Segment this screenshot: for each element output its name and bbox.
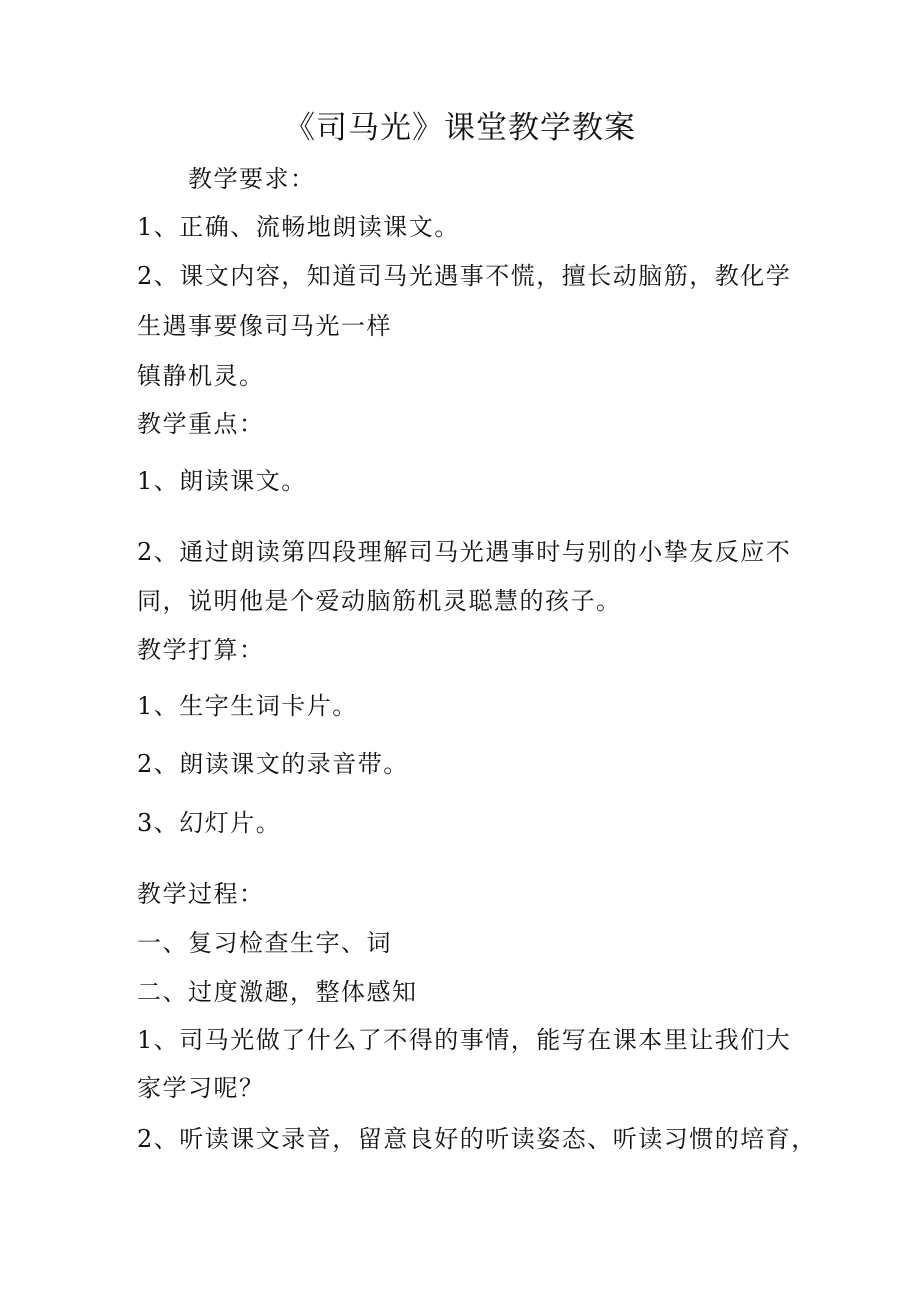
text-line: 3、幻灯片。 — [137, 809, 282, 837]
text-line: 同，说明他是个爱动脑筋机灵聪慧的孩子。 — [137, 587, 622, 615]
text-line: 1、司马光做了什么了不得的事情，能写在课本里让我们大 — [137, 1026, 792, 1054]
section-heading-preparation: 教学打算： — [137, 636, 265, 664]
text-line: 镇静机灵。 — [137, 362, 265, 390]
text-line: 1、正确、流畅地朗读课文。 — [137, 213, 460, 241]
text-line: 家学习呢？ — [137, 1074, 265, 1102]
text-line: 二、过度激趣，整体感知 — [137, 978, 418, 1006]
text-line: 2、听读课文录音，留意良好的听读姿态、听读习惯的培育， — [137, 1125, 817, 1153]
text-line: 2、课文内容，知道司马光遇事不慌，擅长动脑筋，教化学 — [137, 262, 792, 290]
document-title: 《司马光》课堂教学教案 — [284, 110, 636, 146]
text-line: 一、复习检查生字、词 — [137, 929, 392, 957]
text-line: 1、生字生词卡片。 — [137, 692, 358, 720]
section-heading-key-points: 教学重点： — [137, 410, 265, 438]
text-line: 生遇事要像司马光一样 — [137, 312, 392, 340]
text-line: 2、通过朗读第四段理解司马光遇事时与别的小挚友反应不 — [137, 538, 792, 566]
text-line: 2、朗读课文的录音带。 — [137, 750, 409, 778]
section-heading-requirements: 教学要求： — [188, 165, 316, 193]
section-heading-process: 教学过程： — [137, 880, 265, 908]
text-line: 1、朗读课文。 — [137, 467, 307, 495]
